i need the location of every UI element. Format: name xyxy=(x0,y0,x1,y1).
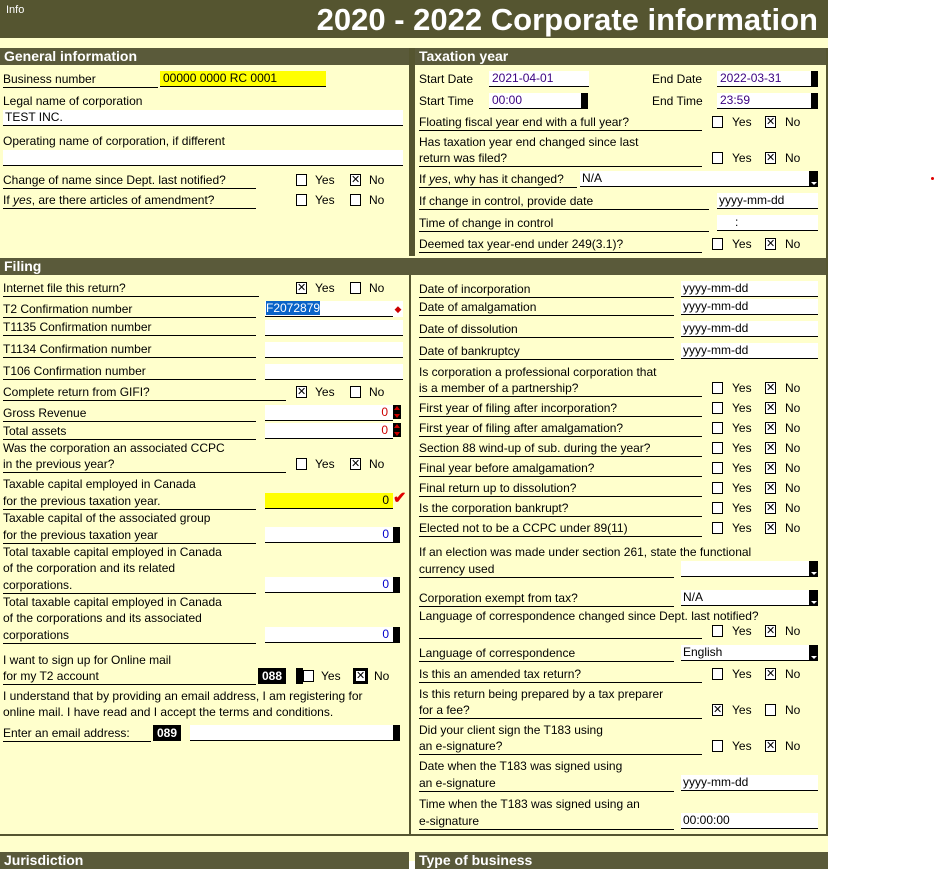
online-mail-no-label: No xyxy=(374,669,390,683)
section-taxation-year: Taxation year xyxy=(415,48,828,65)
final-amalg-label: Final year before amalgamation? xyxy=(419,461,702,477)
t1135-confirmation-field[interactable] xyxy=(265,320,403,336)
language-dropdown-icon[interactable] xyxy=(809,645,818,661)
business-number-field[interactable]: 00000 0000 RC 0001 xyxy=(160,71,326,87)
legal-name-label: Legal name of corporation xyxy=(3,94,143,108)
sec88-yes-checkbox[interactable] xyxy=(712,442,723,454)
esig-time-label-1: Time when the T183 was signed using an xyxy=(419,797,640,811)
associated-ccpc-no-checkbox[interactable]: ✕ xyxy=(351,458,361,470)
year-end-changed-no-checkbox[interactable]: ✕ xyxy=(766,152,776,164)
first-incorp-yes-checkbox[interactable] xyxy=(712,402,723,414)
final-dissol-no-checkbox[interactable]: ✕ xyxy=(766,482,776,494)
page-title: 2020 - 2022 Corporate information xyxy=(316,2,818,37)
total-assets-field[interactable]: 0 xyxy=(265,423,393,439)
bankrupt-no-checkbox[interactable]: ✕ xyxy=(766,502,776,514)
floating-no-label: No xyxy=(785,115,801,129)
esignature-no-label: No xyxy=(785,739,801,753)
section-filing: Filing xyxy=(0,258,828,275)
bankrupt-no-label: No xyxy=(785,501,801,515)
first-amalg-yes-label: Yes xyxy=(732,421,752,435)
internet-file-no-checkbox[interactable] xyxy=(350,282,361,294)
online-mail-yes-checkbox[interactable] xyxy=(303,670,314,682)
associated-ccpc-label-1: Was the corporation an associated CCPC xyxy=(3,441,225,455)
associated-ccpc-no-label: No xyxy=(369,457,385,471)
start-time-label: Start Time xyxy=(419,94,474,108)
esignature-yes-checkbox[interactable] xyxy=(712,740,723,752)
associated-group-label-1: Taxable capital of the associated group xyxy=(3,511,211,525)
sec88-no-label: No xyxy=(785,441,801,455)
first-amalg-no-checkbox[interactable]: ✕ xyxy=(766,422,776,434)
taxable-capital-field[interactable]: 0 xyxy=(265,493,393,509)
gross-revenue-spinner[interactable] xyxy=(393,405,401,419)
total-associated-label-1: Total taxable capital employed in Canada xyxy=(3,595,222,609)
end-time-button[interactable] xyxy=(811,93,818,109)
why-changed-dropdown-icon[interactable] xyxy=(809,171,818,187)
floating-fiscal-label: Floating fiscal year end with a full year? xyxy=(419,115,702,131)
change-name-yes-label: Yes xyxy=(315,173,335,187)
dissolution-date-field[interactable]: yyyy-mm-dd xyxy=(681,321,818,337)
t2-confirmation-label: T2 Confirmation number xyxy=(3,302,256,318)
esig-date-field[interactable]: yyyy-mm-dd xyxy=(681,775,818,791)
exempt-label: Corporation exempt from tax? xyxy=(419,591,674,607)
time-change-label: Time of change in control xyxy=(419,216,709,232)
language-label: Language of correspondence xyxy=(419,646,674,662)
elected-no-label: No xyxy=(785,521,801,535)
end-time-label: End Time xyxy=(652,94,703,108)
articles-amendment-label: If yes, are there articles of amendment? xyxy=(3,193,256,209)
esig-date-label-1: Date when the T183 was signed using xyxy=(419,759,623,773)
bankruptcy-date-label: Date of bankruptcy xyxy=(419,344,674,360)
preparer-label-1: Is this return being prepared by a tax preparer xyxy=(419,687,664,701)
internet-file-label: Internet file this return? xyxy=(3,281,259,297)
first-amalg-yes-checkbox[interactable] xyxy=(712,422,723,434)
final-amalg-no-label: No xyxy=(785,461,801,475)
deemed-yes-label: Yes xyxy=(732,237,752,251)
year-end-changed-label-2: return was filed? xyxy=(419,151,702,167)
taxable-capital-label-2: for the previous taxation year. xyxy=(3,494,256,510)
checkmark-icon: ✔ xyxy=(393,490,407,507)
internet-file-no-label: No xyxy=(369,281,385,295)
total-assets-spinner[interactable] xyxy=(393,423,401,437)
why-changed-label: If yes, why has it changed? xyxy=(419,172,577,188)
incorporation-date-label: Date of incorporation xyxy=(419,282,674,298)
year-end-changed-no-label: No xyxy=(785,151,801,165)
final-amalg-yes-checkbox[interactable] xyxy=(712,462,723,474)
total-related-label-3: corporations. xyxy=(3,578,256,594)
articles-yes-checkbox[interactable] xyxy=(296,194,307,206)
final-dissol-yes-label: Yes xyxy=(732,481,752,495)
section-general-information: General information xyxy=(0,48,409,65)
terms-text-1: I understand that by providing an email address, I am registering for xyxy=(3,689,363,703)
column-divider xyxy=(409,48,415,256)
language-changed-underline xyxy=(419,638,702,639)
internet-file-yes-label: Yes xyxy=(315,281,335,295)
prof-2-no-checkbox[interactable]: ✕ xyxy=(766,382,776,394)
total-associated-label-2: of the corporations and its associated xyxy=(3,611,202,625)
total-related-button[interactable] xyxy=(393,577,400,593)
online-mail-yes-label: Yes xyxy=(321,669,341,683)
section-jurisdiction: Jurisdiction xyxy=(0,852,409,869)
election-label-2: currency used xyxy=(419,562,674,578)
gifi-label: Complete return from GIFI? xyxy=(3,385,286,401)
esignature-label-2: an e-signature? xyxy=(419,739,702,755)
amended-no-label: No xyxy=(785,667,801,681)
time-change-field[interactable]: : xyxy=(717,215,818,231)
start-time-button[interactable] xyxy=(581,93,588,109)
incorporation-date-field[interactable]: yyyy-mm-dd xyxy=(681,281,818,297)
change-name-no-checkbox[interactable]: ✕ xyxy=(351,174,361,186)
gross-revenue-label: Gross Revenue xyxy=(3,406,256,422)
online-mail-marker xyxy=(296,668,303,684)
change-name-yes-checkbox[interactable] xyxy=(296,174,307,186)
amalgamation-date-label: Date of amalgamation xyxy=(419,300,674,316)
total-related-label-1: Total taxable capital employed in Canada xyxy=(3,545,222,559)
preparer-no-label: No xyxy=(785,703,801,717)
end-date-button[interactable] xyxy=(811,71,818,87)
legal-name-field[interactable]: TEST INC. xyxy=(3,110,403,126)
panel-right-border xyxy=(826,48,828,836)
start-date-field[interactable]: 2021-04-01 xyxy=(489,71,589,87)
gifi-yes-checkbox[interactable]: ✕ xyxy=(297,386,307,398)
first-incorp-no-label: No xyxy=(785,401,801,415)
internet-file-yes-checkbox[interactable]: ✕ xyxy=(297,282,307,294)
deemed-no-label: No xyxy=(785,237,801,251)
associated-ccpc-yes-checkbox[interactable] xyxy=(296,458,307,470)
esignature-yes-label: Yes xyxy=(732,739,752,753)
panel-bottom-border xyxy=(0,834,828,836)
bankrupt-label: Is the corporation bankrupt? xyxy=(419,501,702,517)
final-amalg-yes-label: Yes xyxy=(732,461,752,475)
t2-confirmation-marker-icon: ◆ xyxy=(393,301,403,317)
why-changed-select[interactable]: N/A xyxy=(580,171,809,187)
floating-no-checkbox[interactable]: ✕ xyxy=(766,116,776,128)
t1134-confirmation-label: T1134 Confirmation number xyxy=(3,342,256,358)
operating-name-label: Operating name of corporation, if different xyxy=(3,134,225,148)
total-associated-label-3: corporations xyxy=(3,628,256,644)
email-label: Enter an email address: xyxy=(3,726,151,742)
year-end-changed-yes-checkbox[interactable] xyxy=(712,152,723,164)
operating-name-field[interactable] xyxy=(3,150,403,166)
exempt-dropdown-icon[interactable] xyxy=(809,590,818,606)
final-dissol-label: Final return up to dissolution? xyxy=(419,481,702,497)
associated-group-field[interactable]: 0 xyxy=(265,527,393,543)
esig-date-label-2: an e-signature xyxy=(419,776,674,792)
deemed-no-checkbox[interactable]: ✕ xyxy=(766,238,776,250)
first-incorp-label: First year of filing after incorporation? xyxy=(419,401,702,417)
esignature-no-checkbox[interactable]: ✕ xyxy=(766,740,776,752)
articles-yes-label: Yes xyxy=(315,193,335,207)
terms-text-2: online mail. I have read and I accept the terms and conditions. xyxy=(3,705,334,719)
prof-2-label: is a member of a partnership? xyxy=(419,381,702,397)
sec88-no-checkbox[interactable]: ✕ xyxy=(766,442,776,454)
year-end-changed-yes-label: Yes xyxy=(732,151,752,165)
gifi-yes-label: Yes xyxy=(315,385,335,399)
end-date-field[interactable]: 2022-03-31 xyxy=(717,71,811,87)
t2-confirmation-field[interactable]: F2072879 xyxy=(265,301,393,317)
year-end-changed-label-1: Has taxation year end changed since last xyxy=(419,135,639,149)
election-label-1: If an election was made under section 261, state the functional xyxy=(419,545,752,559)
preparer-label-2: for a fee? xyxy=(419,703,702,719)
end-date-label: End Date xyxy=(652,72,703,86)
line-number-089: 089 xyxy=(153,725,181,741)
elected-no-checkbox[interactable]: ✕ xyxy=(766,522,776,534)
elected-label: Elected not to be a CCPC under 89(11) xyxy=(419,521,702,537)
info-label[interactable]: Info xyxy=(6,4,25,16)
deemed-yes-checkbox[interactable] xyxy=(712,238,723,250)
online-mail-no-checkbox[interactable]: ✕ xyxy=(356,670,366,682)
amalgamation-date-field[interactable]: yyyy-mm-dd xyxy=(681,299,818,315)
associated-ccpc-yes-label: Yes xyxy=(315,457,335,471)
first-incorp-yes-label: Yes xyxy=(732,401,752,415)
preparer-no-checkbox[interactable] xyxy=(765,704,776,716)
final-dissol-no-label: No xyxy=(785,481,801,495)
online-mail-label-2: for my T2 account xyxy=(3,669,256,685)
taxable-capital-label-1: Taxable capital employed in Canada xyxy=(3,477,196,491)
floating-yes-label: Yes xyxy=(732,115,752,129)
exempt-select[interactable]: N/A xyxy=(681,590,809,606)
elected-yes-checkbox[interactable] xyxy=(712,522,723,534)
change-name-no-label: No xyxy=(369,173,385,187)
prof-2-no-label: No xyxy=(785,381,801,395)
associated-group-label-2: for the previous taxation year xyxy=(3,528,256,544)
start-time-field[interactable]: 00:00 xyxy=(489,93,581,109)
t1134-confirmation-field[interactable] xyxy=(265,342,403,358)
t106-confirmation-label: T106 Confirmation number xyxy=(3,364,256,380)
gifi-no-label: No xyxy=(369,385,385,399)
language-select[interactable]: English xyxy=(681,645,809,661)
total-related-field[interactable]: 0 xyxy=(265,577,393,593)
line-number-088: 088 xyxy=(258,668,286,684)
amended-label: Is this an amended tax return? xyxy=(419,667,702,683)
total-assets-label: Total assets xyxy=(3,424,256,440)
first-amalg-label: First year of filing after amalgamation? xyxy=(419,421,702,437)
online-mail-label-1: I want to sign up for Online mail xyxy=(3,653,172,667)
dissolution-date-label: Date of dissolution xyxy=(419,322,674,338)
amended-yes-checkbox[interactable] xyxy=(712,668,723,680)
floating-yes-checkbox[interactable] xyxy=(712,116,723,128)
articles-no-label: No xyxy=(369,193,385,207)
change-name-label: Change of name since Dept. last notified? xyxy=(3,173,256,189)
t106-confirmation-field[interactable] xyxy=(265,364,403,380)
professional-corp-label-1: Is corporation a professional corporation that xyxy=(419,365,657,379)
first-amalg-no-label: No xyxy=(785,421,801,435)
final-amalg-no-checkbox[interactable]: ✕ xyxy=(766,462,776,474)
total-associated-button[interactable] xyxy=(393,627,400,643)
esig-time-label-2: e-signature xyxy=(419,814,674,830)
preparer-yes-label: Yes xyxy=(732,703,752,717)
functional-currency-select[interactable] xyxy=(681,561,809,577)
filing-column-divider xyxy=(409,275,411,835)
title-bar xyxy=(0,0,828,38)
prof-2-yes-checkbox[interactable] xyxy=(712,382,723,394)
language-changed-label: Language of correspondence changed since Dept. last notified? xyxy=(419,609,759,623)
language-changed-no-checkbox[interactable]: ✕ xyxy=(766,625,776,637)
language-changed-no-label: No xyxy=(785,624,801,638)
total-associated-field[interactable]: 0 xyxy=(265,627,393,643)
first-incorp-no-checkbox[interactable]: ✕ xyxy=(766,402,776,414)
esig-time-field[interactable]: 00:00:00 xyxy=(681,813,818,829)
elected-yes-label: Yes xyxy=(732,521,752,535)
gifi-no-checkbox[interactable] xyxy=(350,386,361,398)
end-time-field[interactable]: 23:59 xyxy=(717,93,811,109)
total-related-label-2: of the corporation and its related xyxy=(3,561,176,575)
email-button[interactable] xyxy=(393,725,400,741)
amended-yes-label: Yes xyxy=(732,667,752,681)
language-changed-yes-label: Yes xyxy=(732,624,752,638)
amended-no-checkbox[interactable]: ✕ xyxy=(766,668,776,680)
sec88-yes-label: Yes xyxy=(732,441,752,455)
email-field[interactable] xyxy=(190,725,393,741)
control-date-field[interactable]: yyyy-mm-dd xyxy=(717,193,818,209)
language-changed-yes-checkbox[interactable] xyxy=(712,625,723,637)
bankrupt-yes-label: Yes xyxy=(732,501,752,515)
prof-2-yes-label: Yes xyxy=(732,381,752,395)
business-number-label: Business number xyxy=(3,72,158,88)
final-dissol-yes-checkbox[interactable] xyxy=(712,482,723,494)
articles-no-checkbox[interactable] xyxy=(350,194,361,206)
start-date-label: Start Date xyxy=(419,72,474,86)
gross-revenue-field[interactable]: 0 xyxy=(265,405,393,421)
functional-currency-dropdown-icon[interactable] xyxy=(809,561,818,577)
marker-dot xyxy=(931,177,934,180)
associated-group-button[interactable] xyxy=(393,527,400,543)
t1135-confirmation-label: T1135 Confirmation number xyxy=(3,320,256,336)
esignature-label-1: Did your client sign the T183 using xyxy=(419,723,603,737)
sec88-label: Section 88 wind-up of sub. during the year? xyxy=(419,441,702,457)
associated-ccpc-label-2: in the previous year? xyxy=(3,457,286,473)
bankrupt-yes-checkbox[interactable] xyxy=(712,502,723,514)
section-type-of-business: Type of business xyxy=(415,852,828,869)
bankruptcy-date-field[interactable]: yyyy-mm-dd xyxy=(681,343,818,359)
control-date-label: If change in control, provide date xyxy=(419,194,709,210)
deemed-year-end-label: Deemed tax year-end under 249(3.1)? xyxy=(419,237,702,253)
preparer-yes-checkbox[interactable]: ✕ xyxy=(713,704,723,716)
